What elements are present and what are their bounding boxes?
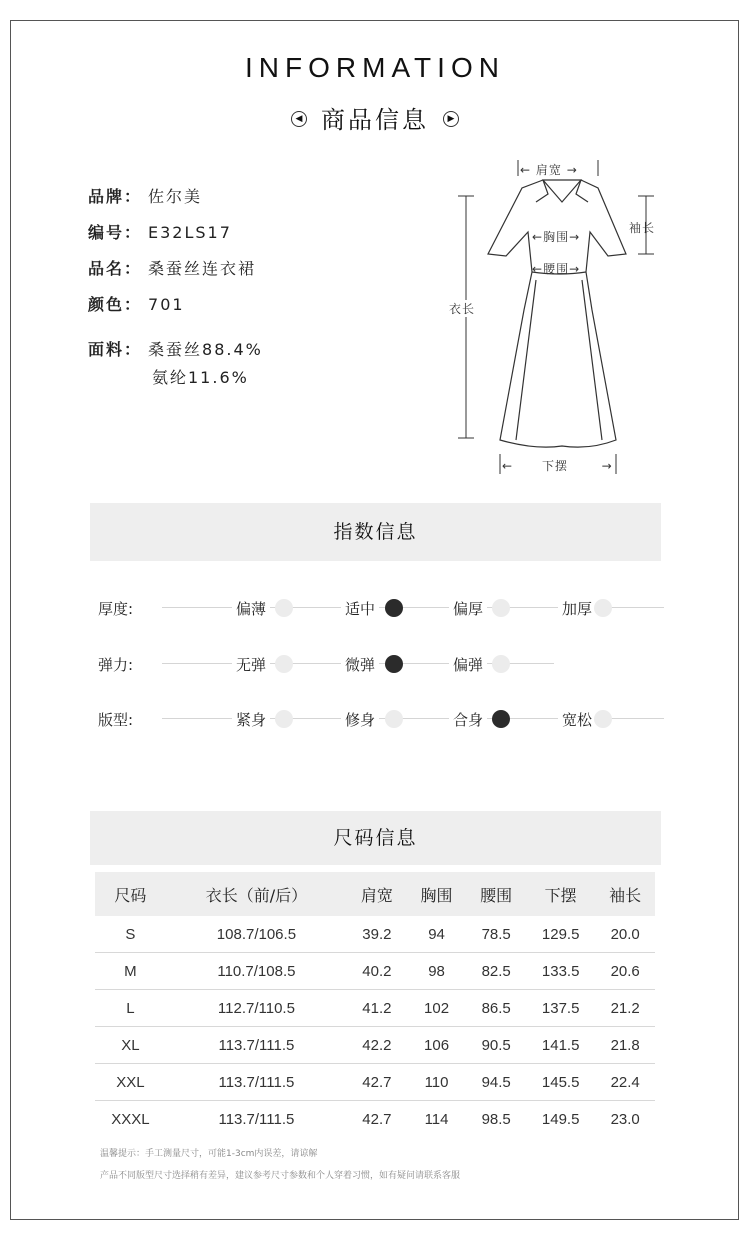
- table-cell: 94: [407, 916, 467, 953]
- index-dot: [594, 599, 612, 617]
- index-row: [98, 652, 668, 676]
- fabric-row: [88, 337, 263, 360]
- note-line-1: 温馨提示：手工测量尺寸，可能1-3cm内误差，请谅解: [100, 1149, 318, 1159]
- chest-text: 胸围: [543, 230, 570, 244]
- size-table-header-cell: 腰围: [466, 872, 526, 916]
- length-label: 衣长: [449, 302, 476, 316]
- table-cell: 149.5: [541, 1110, 580, 1128]
- note-line-2: 产品不同版型尺寸选择稍有差异，建议参考尺寸参数和个人穿着习惯，如有疑问请联系客服: [100, 1171, 461, 1181]
- table-cell: 82.5: [466, 953, 526, 990]
- index-row: [98, 596, 668, 620]
- table-cell: 40.2: [347, 953, 407, 990]
- table-cell: 108.7/106.5: [166, 916, 347, 953]
- hem-arrow-left: ←: [502, 459, 514, 473]
- title-chinese-text: 商品信息: [321, 106, 429, 134]
- waist-arrow-left: ←: [532, 262, 544, 276]
- right-arrow-icon: ▶: [443, 111, 459, 127]
- index-dot: [275, 599, 293, 617]
- shoulder-text: 肩宽: [535, 163, 562, 177]
- table-cell: 42.2: [347, 1027, 407, 1064]
- table-cell: 106: [407, 1027, 467, 1064]
- table-cell: XXL: [95, 1064, 166, 1101]
- table-cell: 113.7/111.5: [166, 1027, 347, 1064]
- table-cell: 113.7/111.5: [166, 1064, 347, 1101]
- table-cell: 23.0: [610, 1110, 640, 1128]
- color-label: 颜色：: [88, 295, 143, 314]
- code-value: E32LS17: [148, 223, 232, 242]
- table-row: [95, 953, 655, 990]
- table-cell: 42.7: [347, 1064, 407, 1101]
- index-option-label: 加厚: [558, 598, 596, 619]
- table-cell: 110.7/108.5: [166, 953, 347, 990]
- index-option-label: 无弹: [232, 654, 270, 675]
- table-cell: L: [95, 990, 166, 1027]
- size-table-body: [95, 916, 655, 1137]
- index-row: [98, 707, 668, 731]
- index-option-label: 修身: [341, 709, 379, 730]
- table-row: [95, 990, 655, 1027]
- table-cell: 20.0: [595, 916, 655, 953]
- index-option-label: 紧身: [232, 709, 270, 730]
- table-cell: 98: [407, 953, 467, 990]
- dress-outline-icon: [440, 150, 680, 490]
- dress-diagram: [440, 150, 680, 490]
- index-dot: [594, 710, 612, 728]
- left-arrow-icon: ◀: [291, 111, 307, 127]
- index-dot: [385, 710, 403, 728]
- size-table: [95, 872, 655, 1137]
- table-cell: 112.7/110.5: [166, 990, 347, 1027]
- size-table-header-cell: 衣长（前/后）: [166, 872, 347, 916]
- fabric-value-2: 氨纶11.6%: [152, 368, 249, 387]
- index-dot-selected: [385, 599, 403, 617]
- sleeve-label: 袖长: [629, 221, 656, 235]
- index-option-label: 适中: [341, 598, 379, 619]
- brand-value: 佐尔美: [148, 187, 203, 206]
- index-option-label: 合身: [449, 709, 487, 730]
- index-section-title: 指数信息: [90, 503, 661, 561]
- hem-label: [502, 457, 613, 474]
- table-cell: S: [95, 916, 166, 953]
- table-cell: 129.5: [526, 916, 595, 953]
- index-row-label: 版型:: [98, 711, 134, 729]
- table-cell: 102: [407, 990, 467, 1027]
- index-dot: [275, 655, 293, 673]
- index-dot: [275, 710, 293, 728]
- size-table-header-cell: 下摆: [526, 872, 595, 916]
- table-cell: 98.5: [481, 1110, 511, 1128]
- chest-arrow-left: ←: [532, 230, 544, 244]
- table-cell: 145.5: [526, 1064, 595, 1101]
- size-table-header-cell: 袖长: [595, 872, 655, 916]
- table-cell: 113.7/111.5: [218, 1110, 295, 1128]
- size-section-title: 尺码信息: [90, 811, 661, 865]
- code-label: 编号：: [88, 223, 143, 242]
- color-row: [88, 292, 185, 315]
- index-option-label: 偏薄: [232, 598, 270, 619]
- title-chinese: [0, 100, 750, 135]
- hem-text: 下摆: [541, 459, 568, 473]
- size-table-header: [95, 872, 655, 916]
- shoulder-arrow-left: ←: [520, 163, 532, 177]
- shoulder-arrow-right: →: [566, 163, 578, 177]
- hem-arrow-right: →: [601, 459, 613, 473]
- index-option-label: 宽松: [558, 709, 596, 730]
- index-row-label: 弹力:: [98, 656, 134, 674]
- shoulder-label: [520, 161, 578, 178]
- table-row: [95, 1064, 655, 1101]
- table-cell: 90.5: [466, 1027, 526, 1064]
- table-row: [95, 1027, 655, 1064]
- table-cell: 42.7: [362, 1110, 392, 1128]
- brand-label: 品牌：: [88, 187, 143, 206]
- table-cell: 141.5: [526, 1027, 595, 1064]
- table-cell: 114: [424, 1110, 449, 1128]
- index-row-label: 厚度:: [98, 600, 134, 618]
- table-row: [95, 1101, 655, 1138]
- size-table-header-cell: 胸围: [407, 872, 467, 916]
- table-cell: 137.5: [526, 990, 595, 1027]
- size-table-header-cell: 尺码: [95, 872, 166, 916]
- waist-arrow-right: →: [569, 262, 581, 276]
- table-cell: XXXL: [111, 1110, 150, 1128]
- fabric-label: 面料：: [88, 340, 143, 359]
- index-dot: [492, 655, 510, 673]
- index-dot-selected: [492, 710, 510, 728]
- table-cell: M: [95, 953, 166, 990]
- fabric-row-2: [152, 365, 249, 388]
- table-cell: 20.6: [595, 953, 655, 990]
- index-dot: [492, 599, 510, 617]
- waist-label: [532, 260, 580, 277]
- table-cell: 86.5: [466, 990, 526, 1027]
- table-cell: 21.2: [595, 990, 655, 1027]
- waist-text: 腰围: [543, 262, 570, 276]
- fabric-value-1: 桑蚕丝88.4%: [148, 340, 263, 359]
- chest-arrow-right: →: [569, 230, 581, 244]
- name-row: [88, 256, 256, 279]
- table-cell: 41.2: [347, 990, 407, 1027]
- code-row: [88, 220, 232, 243]
- index-option-label: 偏弹: [449, 654, 487, 675]
- table-row: [95, 916, 655, 953]
- size-table-header-cell: 肩宽: [347, 872, 407, 916]
- table-cell: 133.5: [526, 953, 595, 990]
- color-value: 701: [148, 295, 185, 314]
- table-cell: 21.8: [595, 1027, 655, 1064]
- chest-label: [532, 228, 580, 245]
- name-value: 桑蚕丝连衣裙: [148, 259, 257, 278]
- table-cell: 78.5: [466, 916, 526, 953]
- index-dot-selected: [385, 655, 403, 673]
- table-cell: XL: [95, 1027, 166, 1064]
- table-cell: 22.4: [595, 1064, 655, 1101]
- index-option-label: 微弹: [341, 654, 379, 675]
- title-english: INFORMATION: [245, 52, 505, 83]
- table-cell: 39.2: [347, 916, 407, 953]
- name-label: 品名：: [88, 259, 143, 278]
- table-cell: 94.5: [466, 1064, 526, 1101]
- brand-row: [88, 184, 202, 207]
- index-option-label: 偏厚: [449, 598, 487, 619]
- table-cell: 110: [407, 1064, 467, 1101]
